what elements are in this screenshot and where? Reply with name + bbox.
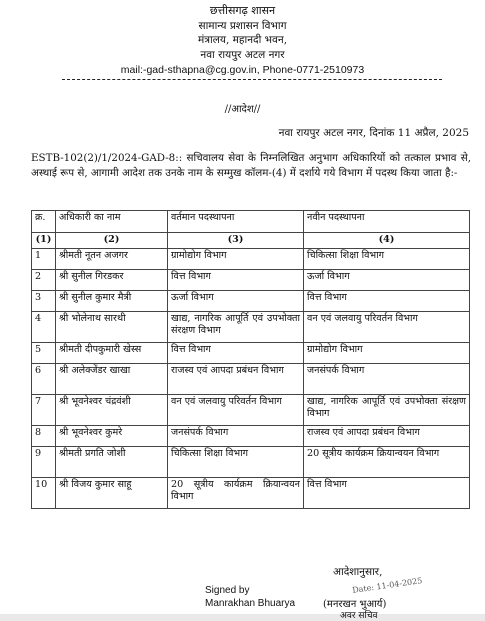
officer-name: श्रीमती नूतन अजगर (56, 249, 168, 270)
table-row (32, 478, 470, 509)
header-new-posting: नवीन पदस्थापना (304, 211, 470, 233)
row-sn: 2 (32, 270, 56, 291)
order-date: नवा रायपुर अटल नगर, दिनांक 11 अप्रैल, 2025 (278, 127, 469, 139)
row-sn: 9 (32, 447, 56, 478)
row-sn: 1 (32, 249, 56, 270)
new-posting: 20 सूत्रीय कार्यक्रम क्रियान्वयन विभाग (304, 447, 470, 478)
contact-line: mail:-gad-sthapna@cg.gov.in, Phone-0771-2510973 (120, 64, 365, 76)
column-number-row (32, 233, 470, 249)
new-posting: ग्रामोद्योग विभाग (304, 343, 470, 364)
officer-name: श्रीमती दीपकुमारी खेस्स (56, 343, 168, 364)
signer-name: Manrakhan Bhuarya (205, 598, 296, 609)
current-posting: चिकित्सा शिक्षा विभाग (168, 447, 304, 478)
table-row (32, 426, 470, 447)
officer-name: श्री भूवनेश्वर कुमरे (56, 426, 168, 447)
table-row (32, 447, 470, 478)
header-current-posting: वर्तमान पदस्थापना (168, 211, 304, 233)
current-posting: ऊर्जा विभाग (168, 291, 304, 312)
officer-designation: अवर सचिव (340, 611, 378, 621)
posting-table (31, 210, 470, 509)
row-sn: 6 (32, 364, 56, 395)
row-sn: 3 (32, 291, 56, 312)
table-row (32, 291, 470, 312)
new-posting: जनसंपर्क विभाग (304, 364, 470, 395)
new-posting: खाद्य, नागरिक आपूर्ति एवं उपभोक्ता संरक्षण विभाग (304, 395, 470, 426)
current-posting: खाद्य, नागरिक आपूर्ति एवं उपभोक्ता संरक्षण विभाग (168, 312, 304, 343)
order-intro: ESTB-102(2)/1/2024-GAD-8:: सचिवालय सेवा के निम्नलिखित अनुभाग अधिकारियों को तत्काल प्रभाव से, अस्थाई रूप से, आगामी आदेश तक उनके नाम के सम्मुख कॉलम-(4) में दर्शाये गये विभाग में पदस्थ किया जाता है:- (31, 152, 471, 179)
current-posting: जनसंपर्क विभाग (168, 426, 304, 447)
current-posting: ग्रामोद्योग विभाग (168, 249, 304, 270)
new-posting: वित्त विभाग (304, 478, 470, 509)
city-name: नवा रायपुर अटल नगर (200, 48, 285, 61)
table-row (32, 343, 470, 364)
new-posting: वित्त विभाग (304, 291, 470, 312)
row-sn: 7 (32, 395, 56, 426)
current-posting: वित्त विभाग (168, 343, 304, 364)
by-order-text: आदेशानुसार, (333, 566, 383, 578)
officer-name: श्री भूवनेश्वर चंद्रवंशी (56, 395, 168, 426)
officer-name: श्री विजय कुमार साहू (56, 478, 168, 509)
current-posting: वित्त विभाग (168, 270, 304, 291)
col-number: (1) (32, 233, 56, 249)
new-posting: वन एवं जलवायु परिवर्तन विभाग (304, 312, 470, 343)
col-number: (4) (304, 233, 470, 249)
government-name: छत्तीसगढ़ शासन (209, 4, 276, 17)
officer-name: श्री सुनील कुमार मैत्री (56, 291, 168, 312)
table-row (32, 312, 470, 343)
current-posting: 20 सूत्रीय कार्यक्रम क्रियान्वयन विभाग (168, 478, 304, 509)
table-row (32, 395, 470, 426)
header-sn: क्र. (32, 211, 56, 233)
new-posting: ऊर्जा विभाग (304, 270, 470, 291)
table-row (32, 364, 470, 395)
signature-date: Date: 11-04-2025 (351, 576, 423, 595)
digital-signature-block (205, 584, 295, 610)
officer-name: श्री अलेक्जेंडर खाखा (56, 364, 168, 395)
table-row (32, 270, 470, 291)
table-row (32, 249, 470, 270)
table-header-row (32, 211, 470, 233)
header-divider (62, 79, 442, 80)
new-posting: चिकित्सा शिक्षा विभाग (304, 249, 470, 270)
current-posting: वन एवं जलवायु परिवर्तन विभाग (168, 395, 304, 426)
new-posting: राजस्व एवं आपदा प्रबंधन विभाग (304, 426, 470, 447)
department-name: सामान्य प्रशासन विभाग (198, 19, 287, 32)
officer-name: श्रीमती प्रगति जोशी (56, 447, 168, 478)
row-sn: 10 (32, 478, 56, 509)
officer-name: श्री भोलेनाथ सारथी (56, 312, 168, 343)
col-number: (3) (168, 233, 304, 249)
row-sn: 4 (32, 312, 56, 343)
row-sn: 5 (32, 343, 56, 364)
current-posting: राजस्व एवं आपदा प्रबंधन विभाग (168, 364, 304, 395)
col-number: (2) (56, 233, 168, 249)
signed-by-label: Signed by (205, 585, 250, 596)
letterhead (0, 4, 485, 78)
officer-signature-name: (मनरखन भुआर्य) (323, 599, 387, 610)
office-name: मंत्रालय, महानदी भवन, (197, 34, 288, 46)
officer-name: श्री सुनील गिरडकर (56, 270, 168, 291)
header-name: अधिकारी का नाम (56, 211, 168, 233)
row-sn: 8 (32, 426, 56, 447)
order-title: //आदेश// (224, 104, 261, 115)
